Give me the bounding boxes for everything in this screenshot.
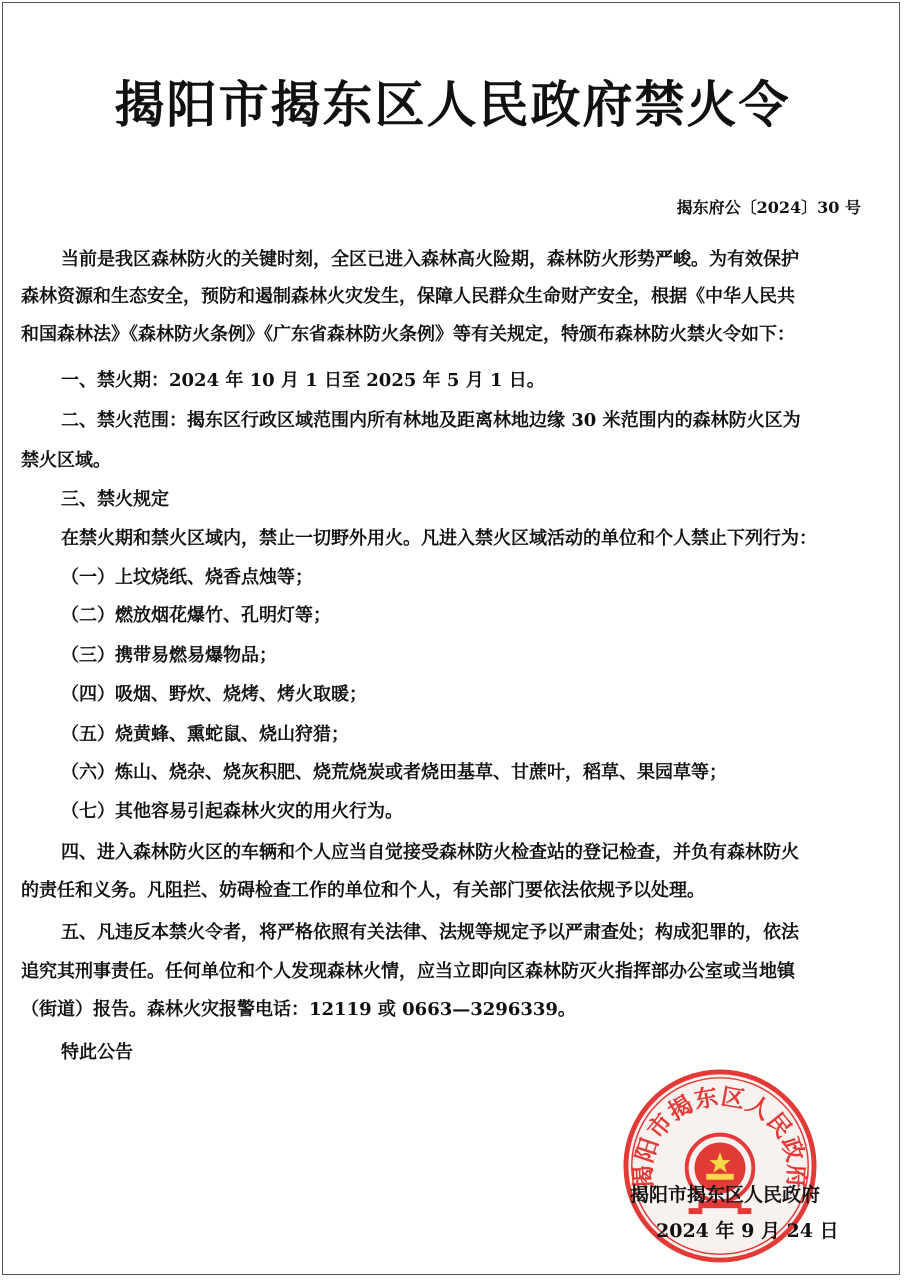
list-item: （三）携带易燃易爆物品； <box>61 645 277 666</box>
paragraph-line: （街道）报告。森林火灾报警电话：12119 或 0663—3296339。 <box>21 999 576 1020</box>
seal-text: 揭阳市揭东区人民政府 <box>628 1082 812 1190</box>
list-item: （七）其他容易引起森林火灾的用火行为。 <box>61 801 403 822</box>
paragraph-line: 禁火区域。 <box>21 450 111 471</box>
section-heading: 三、禁火规定 <box>61 489 169 510</box>
paragraph-line: 二、禁火范围：揭东区行政区域范围内所有林地及距离林地边缘 30 米范围内的森林防火区为 <box>61 410 801 431</box>
list-item: （一）上坟烧纸、烧香点烛等； <box>61 567 313 588</box>
closing-line: 特此公告 <box>61 1042 133 1063</box>
list-item: （五）烧黄蜂、熏蛇鼠、烧山狩猎； <box>61 724 349 745</box>
document-title: 揭阳市揭东区人民政府禁火令 <box>114 76 791 134</box>
document-number: 揭东府公〔2024〕30 号 <box>676 198 861 217</box>
paragraph-line: 五、凡违反本禁火令者，将严格依照有关法律、法规等规定予以严肃查处；构成犯罪的，依法 <box>61 922 799 943</box>
paragraph-line: 一、禁火期：2024 年 10 月 1 日至 2025 年 5 月 1 日。 <box>61 370 545 391</box>
list-item: （四）吸烟、野炊、烧烤、烤火取暖； <box>61 684 367 705</box>
issuing-authority: 揭阳市揭东区人民政府 <box>630 1184 821 1206</box>
paragraph-line: 和国森林法》《森林防火条例》《广东省森林防火条例》等有关规定，特颁布森林防火禁火令如下： <box>21 324 795 345</box>
paragraph-line: 森林资源和生态安全，预防和遏制森林火灾发生，保障人民群众生命财产安全，根据《中华人民共 <box>21 286 795 307</box>
issue-date: 2024 年 9 月 24 日 <box>656 1220 839 1242</box>
paragraph-line: 追究其刑事责任。任何单位和个人发现森林火情，应当立即向区森林防灭火指挥部办公室或当地镇 <box>21 961 795 982</box>
paragraph-line: 的责任和义务。凡阻拦、妨碍检查工作的单位和个人，有关部门要依法依规予以处理。 <box>21 880 705 901</box>
list-item: （六）炼山、烧杂、烧灰积肥、烧荒烧炭或者烧田基草、甘蔗叶，稻草、果园草等； <box>61 762 727 783</box>
paragraph-line: 当前是我区森林防火的关键时刻，全区已进入森林高火险期，森林防火形势严峻。为有效保护 <box>61 249 799 270</box>
paragraph-line: 四、进入森林防火区的车辆和个人应当自觉接受森林防火检查站的登记检查，并负有森林防火 <box>61 842 799 863</box>
list-item: （二）燃放烟花爆竹、孔明灯等； <box>61 605 331 626</box>
paragraph-line: 在禁火期和禁火区域内，禁止一切野外用火。凡进入禁火区域活动的单位和个人禁止下列行为： <box>61 528 817 549</box>
